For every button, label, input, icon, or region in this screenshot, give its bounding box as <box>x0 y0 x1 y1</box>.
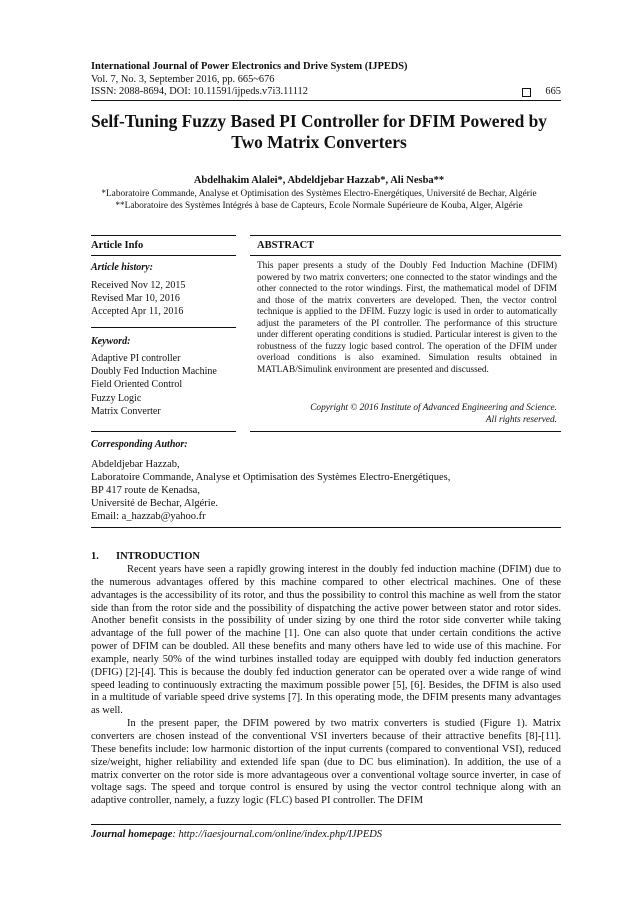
volume-line: Vol. 7, No. 3, September 2016, pp. 665~676 <box>91 73 275 85</box>
abstract-text: This paper presents a study of the Doubly Fed Induction Machine (DFIM) powered by two matrix converters; one connected to the stator windings and the other connected to the rotor windings. First, the mathematical model of DFIM and those of the matrix converters are developed. Then, the vector control technique is applied to the DFIM. Fuzzy logic is used in order to automatically adjust the parameters of the PI controller. The performance of this structure under different operating conditions is studied. Particular interest is given to the robustness of the fuzzy logic based control. The operation of the DFIM under overload conditions is also examined. Simulation results obtained in MATLAB/Simulink environment are presented and discussed. <box>257 261 557 375</box>
authors: Abdelhakim Alalei*, Abdeldjebar Hazzab*, Ali Nesba** <box>193 175 445 186</box>
history-list <box>91 279 185 319</box>
history-item: Accepted Apr 11, 2016 <box>91 306 184 318</box>
history-item: Received Nov 12, 2015 <box>91 280 186 291</box>
body-paragraph: In the present paper, the DFIM powered by two matrix converters is studied (Figure 1). Matrix converters are chosen instead of the conventional VSI inverters because of their attractive benefits [8]-[11]. These benefits include: low harmonic distortion of the input currents (compared to conventional VSI), reduced size/weight, higher reliability and extended life span (due to DC bus elimination). In addition, the use of a matrix converter on the rotor side is more advantageous over a conventional voltage source inverter, in case of voltage sags. The speed and torque control is ensured by using the vector control technique along with an adaptive controller, namely, a fuzzy logic (FLC) based PI controller. The DFIM <box>91 718 561 807</box>
keyword-item: Field Oriented Control <box>91 379 183 391</box>
history-item: Revised Mar 10, 2016 <box>91 293 180 305</box>
homepage-link[interactable]: http://iaesjournal.com/online/index.php/IJPEDS <box>178 829 383 840</box>
corresponding-email[interactable]: Email: a_hazzab@yahoo.fr <box>91 511 206 523</box>
section-number: 1. <box>91 551 99 562</box>
history-rule <box>91 327 236 328</box>
abstract-bottom-rule <box>250 431 561 432</box>
keyword-item: Matrix Converter <box>91 405 161 417</box>
article-info-top-rule <box>91 235 236 236</box>
title-line-2: Two Matrix Converters <box>231 132 407 152</box>
corresponding-bottom-rule <box>91 527 561 528</box>
affiliation-1: *Laboratoire Commande, Analyse et Optimisation des Systèmes Electro-Energétiques, Université de Bechar, Algérie <box>101 189 537 199</box>
keyword-label: Keyword: <box>91 336 131 347</box>
keyword-item: Doubly Fed Induction Machine <box>91 366 217 378</box>
keyword-list <box>91 352 217 418</box>
corresponding-line: Université de Bechar, Algérie. <box>91 498 218 510</box>
corresponding-author <box>91 458 561 523</box>
keyword-item: Adaptive PI controller <box>91 353 181 364</box>
issn-line: ISSN: 2088-8694, DOI: 10.11591/ijpeds.v7i3.11112 <box>91 86 308 98</box>
corresponding-label: Corresponding Author: <box>91 439 188 450</box>
square-icon <box>522 88 531 97</box>
keyword-item: Fuzzy Logic <box>91 392 142 404</box>
corresponding-line: BP 417 route de Kenadsa, <box>91 485 200 497</box>
page-number: 665 <box>545 86 561 98</box>
copyright-line-2: All rights reserved. <box>485 414 557 425</box>
corresponding-line: Laboratoire Commande, Analyse et Optimisation des Systèmes Electro-Energétiques, <box>91 472 451 484</box>
copyright-line-1: Copyright © 2016 Institute of Advanced Engineering and Science. <box>310 403 557 413</box>
article-info-bottom-rule <box>91 431 236 432</box>
header-rule <box>91 100 561 101</box>
article-info-mid-rule <box>91 255 236 256</box>
title-line-1: Self-Tuning Fuzzy Based PI Controller for DFIM Powered by <box>90 111 548 131</box>
section-heading <box>91 551 200 562</box>
abstract-top-rule <box>250 235 561 236</box>
corresponding-line: Abdeldjebar Hazzab, <box>91 459 180 470</box>
affiliations <box>60 188 578 213</box>
section-title: INTRODUCTION <box>116 551 201 562</box>
journal-header <box>91 61 561 99</box>
copyright <box>257 403 557 426</box>
paper-title <box>60 111 578 153</box>
body-paragraph: Recent years have seen a rapidly growing interest in the doubly fed induction machine (DFIM) due to the numerous advantages offered by this machine compared to other electrical machines. One of these advantages is the accessibility of its rotor, and thus the possibility to control this machine as well from the stator side than from the rotor side and the possibility of dispatching the active power between stator and rotor sides. Another benefit consists in the possibility of under sizing by one third the rotor side converter while taking advantage of the full power of the machine [1]. One can also quote that under certain conditions the active power of DFIM can be doubled. All these benefits and many others have led to wide use of this machine. For example, nearly 50% of the wind turbines installed today are equipped with doubly fed induction generators (DFIG) [2]-[4]. This is because the doubly fed induction generator can be operated over a wide range of wind speed leading to continuously extracting the maximum possible power [5], [6]. Besides, the DFIM is also used in a multitude of variable speed drive systems [7]. In this operating mode, the DFIM presents many advantages as well. <box>91 564 561 717</box>
history-label: Article history: <box>91 262 153 273</box>
affiliation-2: **Laboratoire des Systèmes Intégrés à base de Capteurs, Ecole Normale Supérieure de Kouba, Alger, Algérie <box>115 201 523 212</box>
article-info-heading: Article Info <box>91 240 144 251</box>
abstract-heading: ABSTRACT <box>257 240 315 251</box>
journal-name: International Journal of Power Electronics and Drive System (IJPEDS) <box>91 61 408 72</box>
abstract-mid-rule <box>250 255 561 256</box>
section-body <box>91 564 561 808</box>
homepage-label: Journal homepage <box>91 829 173 840</box>
journal-homepage: Journal homepage: http://iaesjournal.com/online/index.php/IJPEDS <box>91 829 383 840</box>
footer-rule <box>91 824 561 825</box>
